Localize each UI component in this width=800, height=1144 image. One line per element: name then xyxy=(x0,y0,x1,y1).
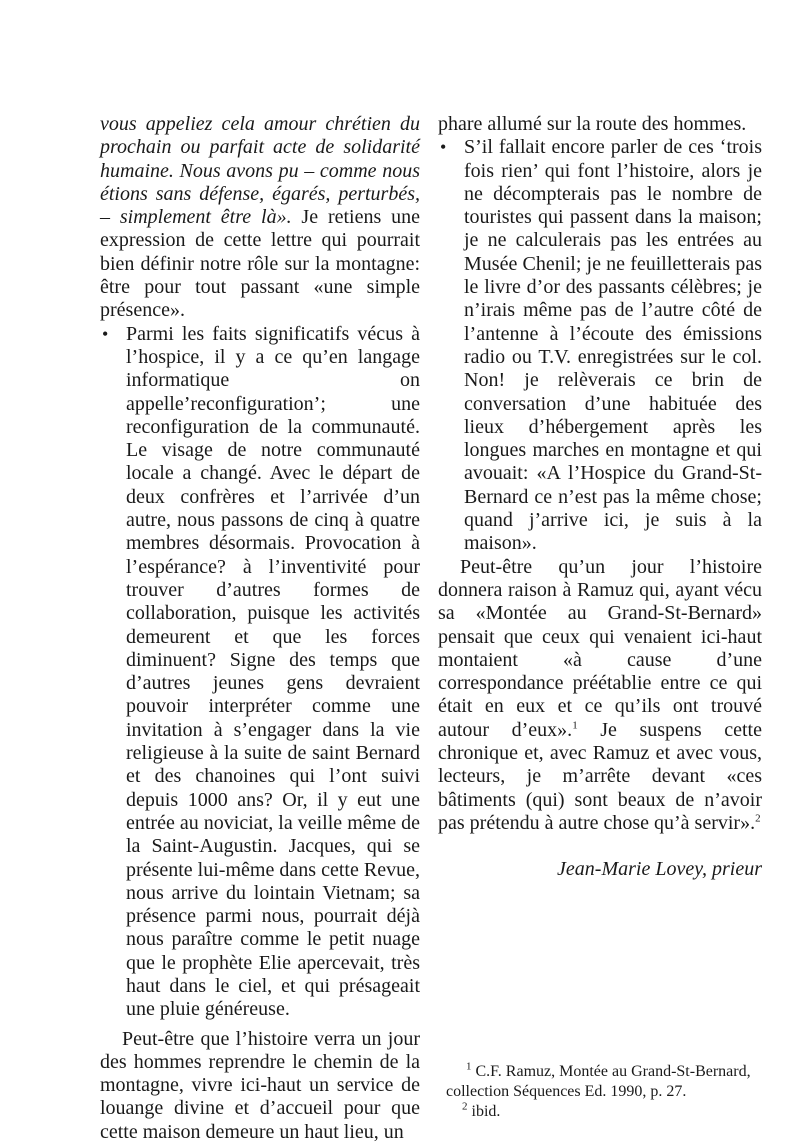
bullet-text: S’il fallait encore parler de ces ‘trois fois rien’ qui font l’histoire, alors je ne décompterais pas le nombre de touristes qui passent dans la maison; je ne calculerais pas les entrées au Musée Chenil; je ne feuilletterais pas le livre d’or des passants célèbres; je n’irais même pas de l’autre côté de l’antenne à l’écoute des émissions radio ou T.V. enregistrées sur le col. Non! je relèverais ce brin de conversation d’une habituée des lieux d’hébergement après les longues marches en montagne et qui avouait: «A l’Hospice du Grand-St-Bernard ce n’est pas la même chose; quand j’arrive ici, je suis à la maison». xyxy=(464,136,762,555)
footnote-ref-2: 2 xyxy=(755,812,761,825)
italic-quote: vous appeliez cela amour chrétien du prochain ou parfait acte de solidarité humaine. Nous avons pu – comme nous étions sans défense, égarés, perturbés, – simplement être là». xyxy=(100,113,420,229)
ramuz-text-2: Je suspens cette chronique et, avec Ramuz et avec vous, lecteurs, je m’arrête devant «ces bâtiments (qui) sont beaux de n’avoir pas prétendu à autre chose qu’à servir». xyxy=(438,718,762,834)
quote-continuation: Je retiens une expression de cette lettre qui pourrait bien définir notre rôle sur la montagne: être pour tout passant «une simple présence». xyxy=(100,206,420,322)
footnote-2-text: ibid. xyxy=(467,1103,501,1120)
ramuz-text-1: Peut-être qu’un jour l’histoire donnera raison à Ramuz qui, ayant vécu sa «Montée au Grand-St-Bernard» pensait que ceux qui venaient ici-haut montaient «à cause d’une correspondance préétablie entre ce qui était en eux et ce qu’ils ont trouvé autour d’eux». xyxy=(438,555,762,741)
author-signature: Jean-Marie Lovey, prieur xyxy=(557,858,762,881)
bullet-paragraph-reconfiguration xyxy=(100,323,420,1022)
footnote-mark-2: 2 xyxy=(462,1100,468,1113)
paragraph-lighthouse: phare allumé sur la route des hommes. xyxy=(438,113,747,135)
paragraph-future-men: Peut-être que l’histoire verra un jour des hommes reprendre le chemin de la montagne, vivre ici-haut un service de louange divine et d’accueil pour que cette maison demeure un haut lieu, un xyxy=(100,1027,420,1143)
bullet-icon: • xyxy=(440,137,447,158)
paragraph-ramuz xyxy=(438,556,762,836)
bullet-paragraph-trois-fois-rien xyxy=(438,136,762,555)
bullet-icon: • xyxy=(102,323,109,344)
left-column xyxy=(100,113,420,1144)
footnote-2 xyxy=(446,1102,786,1122)
paragraph-letter-quote xyxy=(100,113,420,323)
footnote-mark-1: 1 xyxy=(466,1060,472,1073)
footnotes xyxy=(446,1062,786,1122)
footnote-ref-1: 1 xyxy=(572,719,578,732)
right-column xyxy=(438,113,762,882)
footnote-1 xyxy=(446,1062,786,1102)
bullet-text: Parmi les faits significatifs vécus à l’hospice, il y a ce qu’en langage informatique on appelle’reconfiguration’; une reconfiguration de la communauté. Le visage de notre communauté locale a changé. Avec le départ de deux confrères et l’arrivée d’un autre, nous passons de cinq à quatre membres désormais. Provocation à l’espérance? à l’inventivité pour trouver d’autres formes de collaboration, puisque les activités demeurent et que les forces diminuent? Signe des temps que d’autres jeunes gens devraient pouvoir interpréter comme une invitation à s’engager dans la vie religieuse à la suite de saint Bernard et des chanoines qui l’ont suivi depuis 1000 ans? Or, il y eut une entrée au noviciat, la veille même de la Saint-Augustin. Jacques, qui se présente lui-même dans cette Revue, nous arrive du lointain Vietnam; sa présence parmi nous, pourrait déjà nous paraître comme le petit nuage que le prophète Elie apercevait, très haut dans le ciel, et qui présageait une pluie généreuse. xyxy=(126,322,420,1021)
footnote-1-text: C.F. Ramuz, Montée au Grand-St-Bernard, collection Séquences Ed. 1990, p. 27. xyxy=(446,1063,751,1100)
